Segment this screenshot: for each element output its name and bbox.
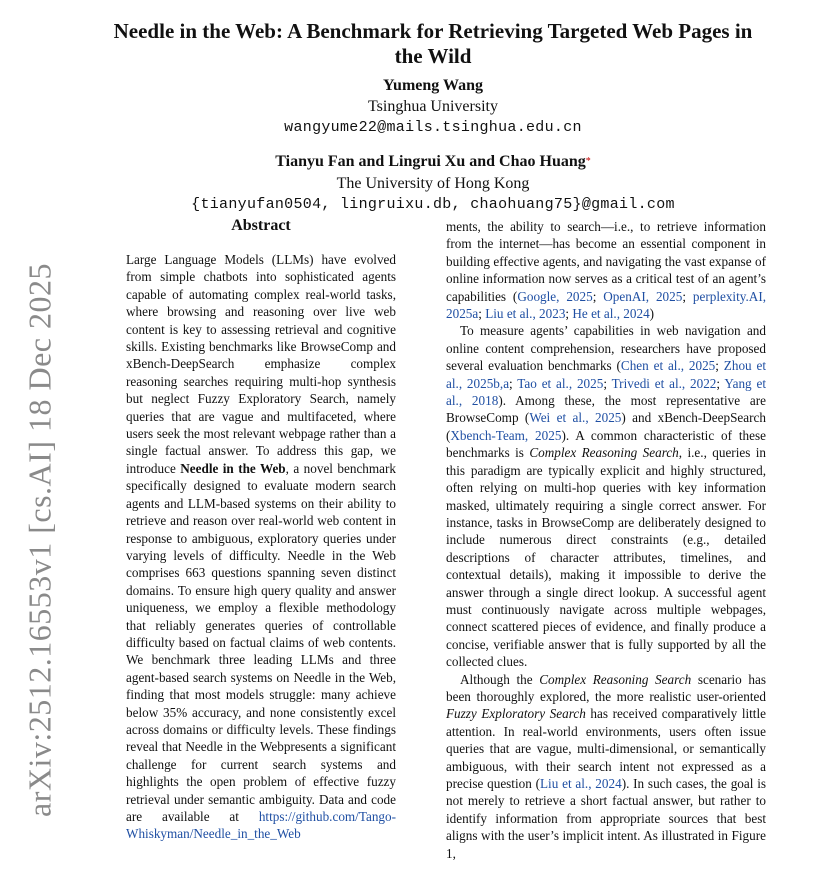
citation-link[interactable]: Wei et al., 2025 — [529, 410, 622, 426]
emphasized-term: Complex Reasoning Search — [539, 671, 692, 687]
citation-link[interactable]: Liu et al., 2024 — [540, 776, 622, 791]
code-repository-link[interactable]: https://github.com/Tango-Whiskyman/Needle_in_the_Web — [126, 809, 396, 842]
paragraph-text: To measure agents’ capabilities in web navigation and online content comprehension, researchers have proposed several evaluation benchmarks ( — [446, 323, 766, 374]
paragraph-text: ). In such cases, the goal is not merely to retrieve a short factual answer, but rather to identify information from appropriate sources that best aligns with the user’s implicit intent. As illustrated in Figure 1, — [446, 776, 766, 861]
author-block-2 — [100, 152, 766, 216]
citation-link[interactable]: Zhou et al., 2025b,a — [446, 358, 766, 391]
introduction-body — [446, 218, 766, 862]
emphasized-term: Fuzzy Exploratory Search — [446, 706, 586, 722]
author-name: Chao Huang — [499, 153, 586, 170]
author-email[interactable]: wangyume22@mails.tsinghua.edu.cn — [284, 119, 582, 136]
citation-link[interactable]: Trivedi et al., 2022 — [611, 375, 717, 391]
intro-paragraph: ments, the ability to search—i.e., to retrieve information from the internet—has become an essential component in building effective agents, and navigating the vast expanse of online information now serves as a critical test of an agent’s capabilities (Google, 2025; OpenAI, 2025; perplexity.AI, 2025a; Liu et al., 2023; He et al., 2024) — [446, 219, 767, 322]
citation-link[interactable]: Yang et al., 2018 — [446, 375, 766, 409]
paragraph-text: Although the — [460, 671, 540, 687]
paragraph-text: scenario has been thoroughly explored, the more realistic user-oriented — [446, 671, 766, 704]
abstract-heading: Abstract — [231, 217, 291, 234]
abstract-body — [126, 251, 396, 843]
author-conjunction: and — [358, 153, 385, 170]
abstract-text: Large Language Models (LLMs) have evolved from simple chatbots into sophisticated agents capable of automating complex real-world tasks, where browsing and reasoning over live web content is key to assessing retrieval and cognitive skills. Existing benchmarks like BrowseComp and xBench-DeepSearch emphasize complex reasoning searches requiring multi-hop synthesis but neglect Fuzzy Exploratory Search, namely queries that are vague and multifaceted, where users seek the most relevant webpage rather than a single factual answer. To address this gap, we introduce — [126, 252, 396, 476]
citation-link[interactable]: He et al., 2024 — [572, 306, 650, 322]
citation-link[interactable]: Xbench-Team, 2025 — [450, 427, 562, 443]
arxiv-identifier: arXiv:2512.16553v1 [cs.AI] 18 Dec 2025 — [21, 263, 58, 817]
paragraph-text: ) — [649, 306, 655, 322]
benchmark-name: Needle in the Web — [180, 460, 286, 476]
paragraph-text: ). Among these, the most representative are BrowseComp ( — [446, 393, 766, 426]
author-affiliation: The University of Hong Kong — [336, 175, 530, 192]
paper-title: Needle in the Web: A Benchmark for Retrieving Targeted Web Pages in the Wild — [113, 19, 753, 68]
paragraph-text: ) and xBench-DeepSearch ( — [446, 410, 766, 443]
author-names — [100, 152, 766, 172]
paragraph-text: has received comparatively little attention. In real-world environments, users often issue queries that are vague, multi-dimensional, or semantically ambiguous, with their search intent not expressed as a precise question ( — [446, 706, 766, 791]
paragraph-text: ments, the ability to search—i.e., to retrieve information from the internet—has become an essential component in building effective agents, and navigating the vast expanse of online information now serves as a critical test of an agent’s capabilities ( — [446, 219, 766, 304]
citation-link[interactable]: OpenAI, 2025 — [603, 288, 683, 304]
author-name: Yumeng Wang — [382, 77, 484, 94]
intro-paragraph — [446, 671, 766, 862]
citation-link[interactable]: Liu et al., 2023 — [485, 306, 566, 322]
citation-link[interactable]: Google, 2025 — [517, 288, 593, 304]
paragraph-text: ). A common characteristic of these benchmarks is — [446, 427, 766, 461]
intro-paragraph: To measure agents’ capabilities in web navigation and online content comprehension, researchers have proposed several evaluation benchmarks (Chen et al., 2025; Zhou et al., 2025b,a; Tao et al., 2025; Trivedi et al., 2022; Yang et al., 2018). Among these, the most representative are BrowseComp (Wei et al., 2025) and xBench-DeepSearch (Xbench-Team, 2025). A common characteristic of these benchmarks is Complex Reasoning Search, i.e., queries in this paradigm are typically explicit and highly structured, often relying on multi-hop queries with key information masked, ultimately requiring a single correct answer. For instance, tasks in BrowseComp are deliberately designed to include numerous direct constraints (e.g., detailed descriptions of character attributes, timelines, and contextual details), making it impossible to derive the answer through a single direct lookup. A successful agent must continuously navigate across multiple webpages, connect scattered pieces of evidence, and finally produce a concise, verifiable answer that is fully supported by all the collected clues. — [446, 323, 767, 670]
author-affiliation: Tsinghua University — [368, 98, 498, 115]
author-block-1 — [100, 76, 766, 139]
corresponding-author-marker[interactable]: * — [585, 156, 591, 167]
citation-link[interactable]: Tao et al., 2025 — [517, 375, 604, 391]
emphasized-term: Complex Reasoning Search — [529, 445, 679, 461]
author-name: Tianyu Fan — [275, 153, 355, 170]
author-conjunction: and — [469, 153, 496, 170]
citation-link[interactable]: perplexity.AI, 2025a — [446, 288, 767, 322]
paragraph-text: , i.e., queries in this paradigm are typically explicit and highly structured, often relying on multi-hop queries with key information masked, ultimately requiring a single correct answer. For instance, tasks in BrowseComp are deliberately designed to include numerous direct constraints (e.g., detailed descriptions of character attributes, timelines, and contextual details), making it impossible to derive the answer through a single direct lookup. A successful agent must continuously navigate across multiple webpages, connect scattered pieces of evidence, and finally produce a concise, verifiable answer that is fully supported by all the collected clues. — [446, 445, 767, 670]
citation-link[interactable]: Chen et al., 2025 — [620, 358, 716, 374]
abstract-text: , a novel benchmark specifically designed to evaluate modern search agents and LLM-based systems on their ability to retrieve and reason over real-world web content in response to ambiguous, exploratory queries under varying levels of difficulty. Needle in the Web comprises 663 questions spanning seven distinct domains. To ensure high query quality and answer uniqueness, we employ a flexible methodology that reliably generates queries of controllable difficulty based on factual claims of web contents. We benchmark three leading LLMs and three agent-based search systems on Needle in the Web, finding that most models struggle: many achieve below 35% accuracy, and none consistently excel across domains or difficulty levels. These findings reveal that Needle in the Webpresents a significant challenge for current search systems and highlights the open problem of effective fuzzy retrieval under semantic ambiguity. Data and code are available at — [126, 460, 396, 824]
author-emails[interactable]: {tianyufan0504, lingruixu.db, chaohuang75}@gmail.com — [191, 196, 675, 213]
author-name: Lingrui Xu — [388, 153, 466, 170]
